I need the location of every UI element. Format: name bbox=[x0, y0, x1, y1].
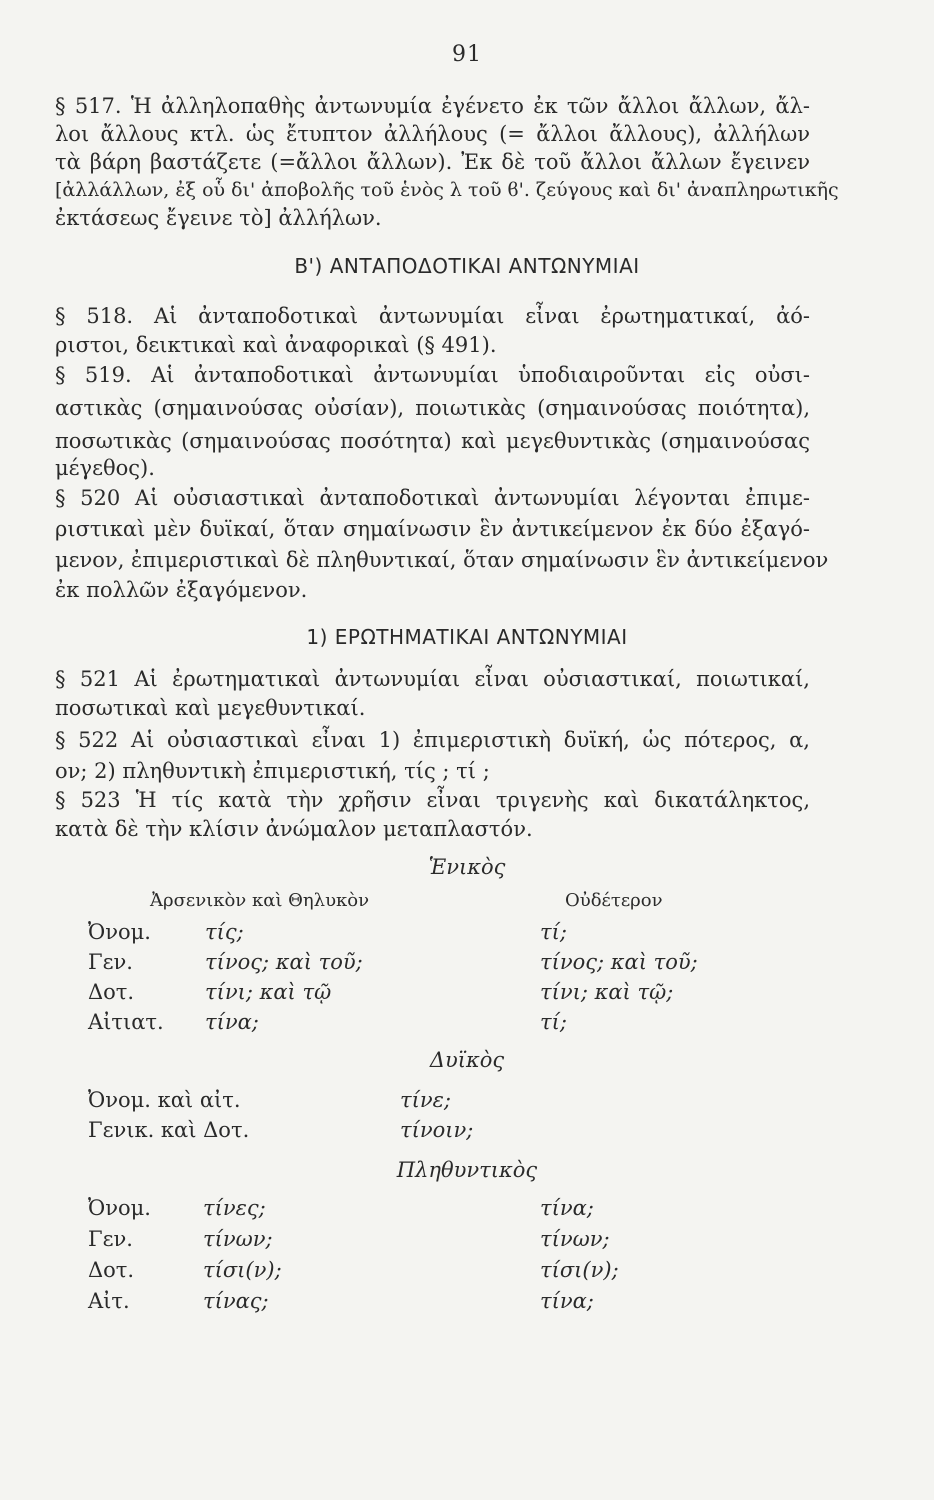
paragraph-523-line-2: κατὰ δὲ τὴν κλίσιν ἀνώμαλον μεταπλαστόν. bbox=[55, 817, 533, 841]
plural-n-form: τίνα; bbox=[540, 1289, 594, 1313]
dual-case-label: Γενικ. καὶ Δοτ. bbox=[88, 1118, 250, 1142]
paragraph-517-line-2: λοι ἄλλους κτλ. ὡς ἔτυπτον ἀλλήλους (= ἄλλοι ἄλλους), ἀλλήλων bbox=[55, 122, 810, 146]
paragraph-518-line-2: ριστοι, δεικτικαὶ καὶ ἀναφορικαὶ (§ 491). bbox=[55, 333, 497, 357]
paragraph-520-line-3: μενον, ἐπιμεριστικαὶ δὲ πληθυντικαί, ὅταν σημαίνωσιν ἓν ἀντικείμενον bbox=[55, 548, 829, 572]
paragraph-519-line-3: ποσωτικὰς (σημαινούσας ποσότητα) καὶ μεγεθυντικὰς (σημαινούσας bbox=[55, 429, 810, 453]
plural-case-label: Δοτ. bbox=[88, 1258, 135, 1282]
singular-mf-form: τίνος; καὶ τοῦ; bbox=[205, 950, 363, 974]
singular-n-form: τίνι; καὶ τῷ; bbox=[540, 980, 674, 1004]
singular-n-form: τίνος; καὶ τοῦ; bbox=[540, 950, 698, 974]
plural-n-form: τίσι(ν); bbox=[540, 1258, 619, 1282]
singular-n-form: τί; bbox=[540, 920, 567, 944]
section-heading-b: Β') ΑΝΤΑΠΟΔΟΤΙΚΑΙ ΑΝΤΩΝΥΜΙΑΙ bbox=[294, 254, 640, 278]
paragraph-520-line-1: § 520 Αἱ οὐσιαστικαὶ ἀνταποδοτικαὶ ἀντωνυμίαι λέγονται ἐπιμε- bbox=[55, 486, 810, 510]
page-number: 91 bbox=[452, 42, 482, 67]
singular-case-label: Γεν. bbox=[88, 950, 133, 974]
paragraph-517-line-3: τὰ βάρη βαστάζετε (=ἄλλοι ἄλλων). Ἐκ δὲ τοῦ ἄλλοι ἄλλων ἔγεινεν bbox=[55, 150, 810, 174]
paragraph-521-line-2: ποσωτικαὶ καὶ μεγεθυντικαί. bbox=[55, 696, 366, 720]
singular-case-label: Δοτ. bbox=[88, 980, 135, 1004]
column-head-masc-fem: Ἀρσενικὸν καὶ Θηλυκὸν bbox=[150, 890, 370, 911]
singular-title: Ἑνικὸς bbox=[428, 855, 506, 879]
plural-n-form: τίνων; bbox=[540, 1227, 610, 1251]
dual-title: Δυϊκὸς bbox=[429, 1048, 505, 1072]
paragraph-517-line-5: ἐκτάσεως ἔγεινε τὸ] ἀλλήλων. bbox=[55, 206, 382, 230]
plural-case-label: Ὀνομ. bbox=[88, 1196, 151, 1220]
paragraph-517-line-4: [ἀλλάλλων, ἐξ οὗ δι' ἀποβολῆς τοῦ ἑνὸς λ τοῦ ϐ'. ζεύγους καὶ δι' ἀναπληρωτικῆς bbox=[55, 179, 839, 201]
singular-mf-form: τίς; bbox=[205, 920, 244, 944]
dual-case-label: Ὀνομ. καὶ αἰτ. bbox=[88, 1088, 241, 1112]
plural-mf-form: τίνας; bbox=[203, 1289, 269, 1313]
paragraph-520-line-2: ριστικαὶ μὲν δυϊκαί, ὅταν σημαίνωσιν ἓν ἀντικείμενον ἐκ δύο ἐξαγό- bbox=[55, 517, 810, 541]
dual-form: τίνε; bbox=[400, 1088, 451, 1112]
plural-title: Πληθυντικὸς bbox=[396, 1158, 538, 1182]
paragraph-517-line-1: § 517. Ἡ ἀλληλοπαθὴς ἀντωνυμία ἐγένετο ἐκ τῶν ἄλλοι ἄλλων, ἄλ- bbox=[55, 94, 810, 118]
section-heading-1: 1) ΕΡΩΤΗΜΑΤΙΚΑΙ ΑΝΤΩΝΥΜΙΑΙ bbox=[306, 625, 628, 649]
column-head-neuter: Οὐδέτερον bbox=[565, 890, 663, 911]
paragraph-523-line-1: § 523 Ἡ τίς κατὰ τὴν χρῆσιν εἶναι τριγενὴς καὶ δικατάληκτος, bbox=[55, 788, 810, 812]
paragraph-519-line-1: § 519. Αἱ ἀνταποδοτικαὶ ἀντωνυμίαι ὑποδιαιροῦνται εἰς οὐσι- bbox=[55, 363, 810, 387]
plural-mf-form: τίσι(ν); bbox=[203, 1258, 282, 1282]
paragraph-519-line-4: μέγεθος). bbox=[55, 456, 155, 480]
singular-mf-form: τίνα; bbox=[205, 1010, 259, 1034]
paragraph-521-line-1: § 521 Αἱ ἐρωτηματικαὶ ἀντωνυμίαι εἶναι οὐσιαστικαί, ποιωτικαί, bbox=[55, 667, 810, 691]
plural-n-form: τίνα; bbox=[540, 1196, 594, 1220]
plural-case-label: Γεν. bbox=[88, 1227, 133, 1251]
singular-case-label: Αἰτιατ. bbox=[88, 1010, 164, 1034]
paragraph-522-line-2: ον; 2) πληθυντικὴ ἐπιμεριστική, τίς ; τί ; bbox=[55, 759, 490, 783]
paragraph-518-line-1: § 518. Αἱ ἀνταποδοτικαὶ ἀντωνυμίαι εἶναι ἐρωτηματικαί, ἀό- bbox=[55, 304, 810, 328]
paragraph-520-line-4: ἐκ πολλῶν ἐξαγόμενον. bbox=[55, 578, 308, 602]
singular-mf-form: τίνι; καὶ τῷ bbox=[205, 980, 332, 1004]
paragraph-519-line-2: αστικὰς (σημαινούσας οὐσίαν), ποιωτικὰς (σημαινούσας ποιότητα), bbox=[55, 396, 810, 420]
singular-n-form: τί; bbox=[540, 1010, 567, 1034]
plural-mf-form: τίνων; bbox=[203, 1227, 273, 1251]
plural-case-label: Αἰτ. bbox=[88, 1289, 130, 1313]
paragraph-522-line-1: § 522 Αἱ οὐσιαστικαὶ εἶναι 1) ἐπιμεριστικὴ δυϊκή, ὡς πότερος, α, bbox=[55, 728, 810, 752]
singular-case-label: Ὀνομ. bbox=[88, 920, 151, 944]
dual-form: τίνοιν; bbox=[400, 1118, 474, 1142]
plural-mf-form: τίνες; bbox=[203, 1196, 266, 1220]
